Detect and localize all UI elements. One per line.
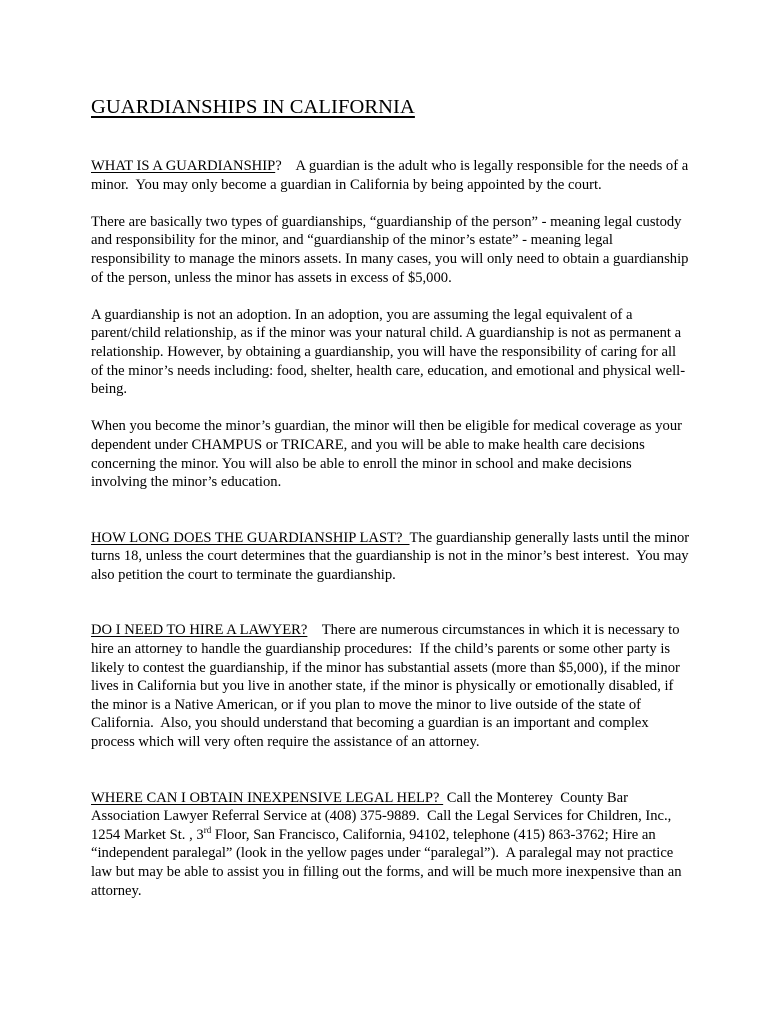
section-heading: WHAT IS A GUARDIANSHIP (91, 158, 276, 174)
section-legal-help (91, 789, 691, 901)
section-intro-text: Call the Monterey County Bar Association Lawyer Referral Service at (408) 375-9889. Call the Legal Services for Children, Inc., 1254 Market St. , 3 (91, 789, 675, 843)
body-paragraph: When you become the minor’s guardian, the minor will then be eligible for medical coverage as your dependent under CHAMPUS or TRICARE, and you will be able to make health care decisions concerning the minor. You will also be able to enroll the minor in school and make decisions involving the minor’s education. (91, 418, 682, 491)
section-what-is-guardianship (91, 157, 691, 492)
body-paragraph: A guardianship is not an adoption. In an adoption, you are assuming the legal equivalent of a parent/child relationship, as if the minor was your natural child. A guardianship is not as permanent a relationship. However, by obtaining a guardianship, you will have the responsibility of caring for all of the minor’s needs including: food, shelter, health care, education, and emotional and physical well-being. (91, 306, 686, 398)
section-how-long (91, 529, 691, 585)
heading-suffix: ? (275, 158, 282, 174)
document-title: GUARDIANSHIPS IN CALIFORNIA (91, 96, 415, 118)
section-intro-text: The guardianship generally lasts until the minor turns 18, unless the court determines that the guardianship is not in the minor’s best interest. You may also petition the court to terminate the guardianship. (91, 529, 693, 583)
section-heading: HOW LONG DOES THE GUARDIANSHIP LAST? (91, 529, 410, 546)
section-intro-text: A guardian is the adult who is legally responsible for the needs of a minor. You may only become a guardian in California by being appointed by the court. (91, 158, 692, 193)
section-paragraph (91, 157, 691, 194)
section-intro-text-continued: Floor, San Francisco, California, 94102, telephone (415) 863-3762; Hire an “independent paralegal” (look in the yellow pages under “paralegal”). A paralegal may not practice law but may be able to assist you in filling out the forms, and will be much more inexpensive than an attorney. (91, 826, 686, 899)
section-paragraph (91, 789, 691, 901)
section-hire-lawyer (91, 621, 691, 751)
section-heading: WHERE CAN I OBTAIN INEXPENSIVE LEGAL HELP? (91, 789, 444, 806)
document-page (91, 96, 691, 900)
section-paragraph (91, 529, 691, 585)
section-heading: DO I NEED TO HIRE A LAWYER? (91, 622, 308, 639)
section-paragraph (91, 621, 691, 751)
body-paragraph: There are basically two types of guardianships, “guardianship of the person” - meaning legal custody and responsibility for the minor, and “guardianship of the minor’s estate” - meaning legal responsibility to manage the minors assets. In many cases, you will only need to obtain a guardianship of the person, unless the minor has assets in excess of $5,000. (91, 213, 689, 286)
section-intro-text: There are numerous circumstances in which it is necessary to hire an attorney to handle the guardianship procedures: If the child’s parents or some other party is likely to contest the guardianship, if the minor has substantial assets (more than $5,000), if the minor lives in California but you live in another state, if the minor is physically or emotionally disabled, if the minor is a Native American, or if you plan to move the minor to live outside of the state of California. Also, you should understand that becoming a guardian is an important and complex process which will very often require the assistance of an attorney. (91, 622, 684, 751)
ordinal-superscript: rd (203, 824, 212, 835)
